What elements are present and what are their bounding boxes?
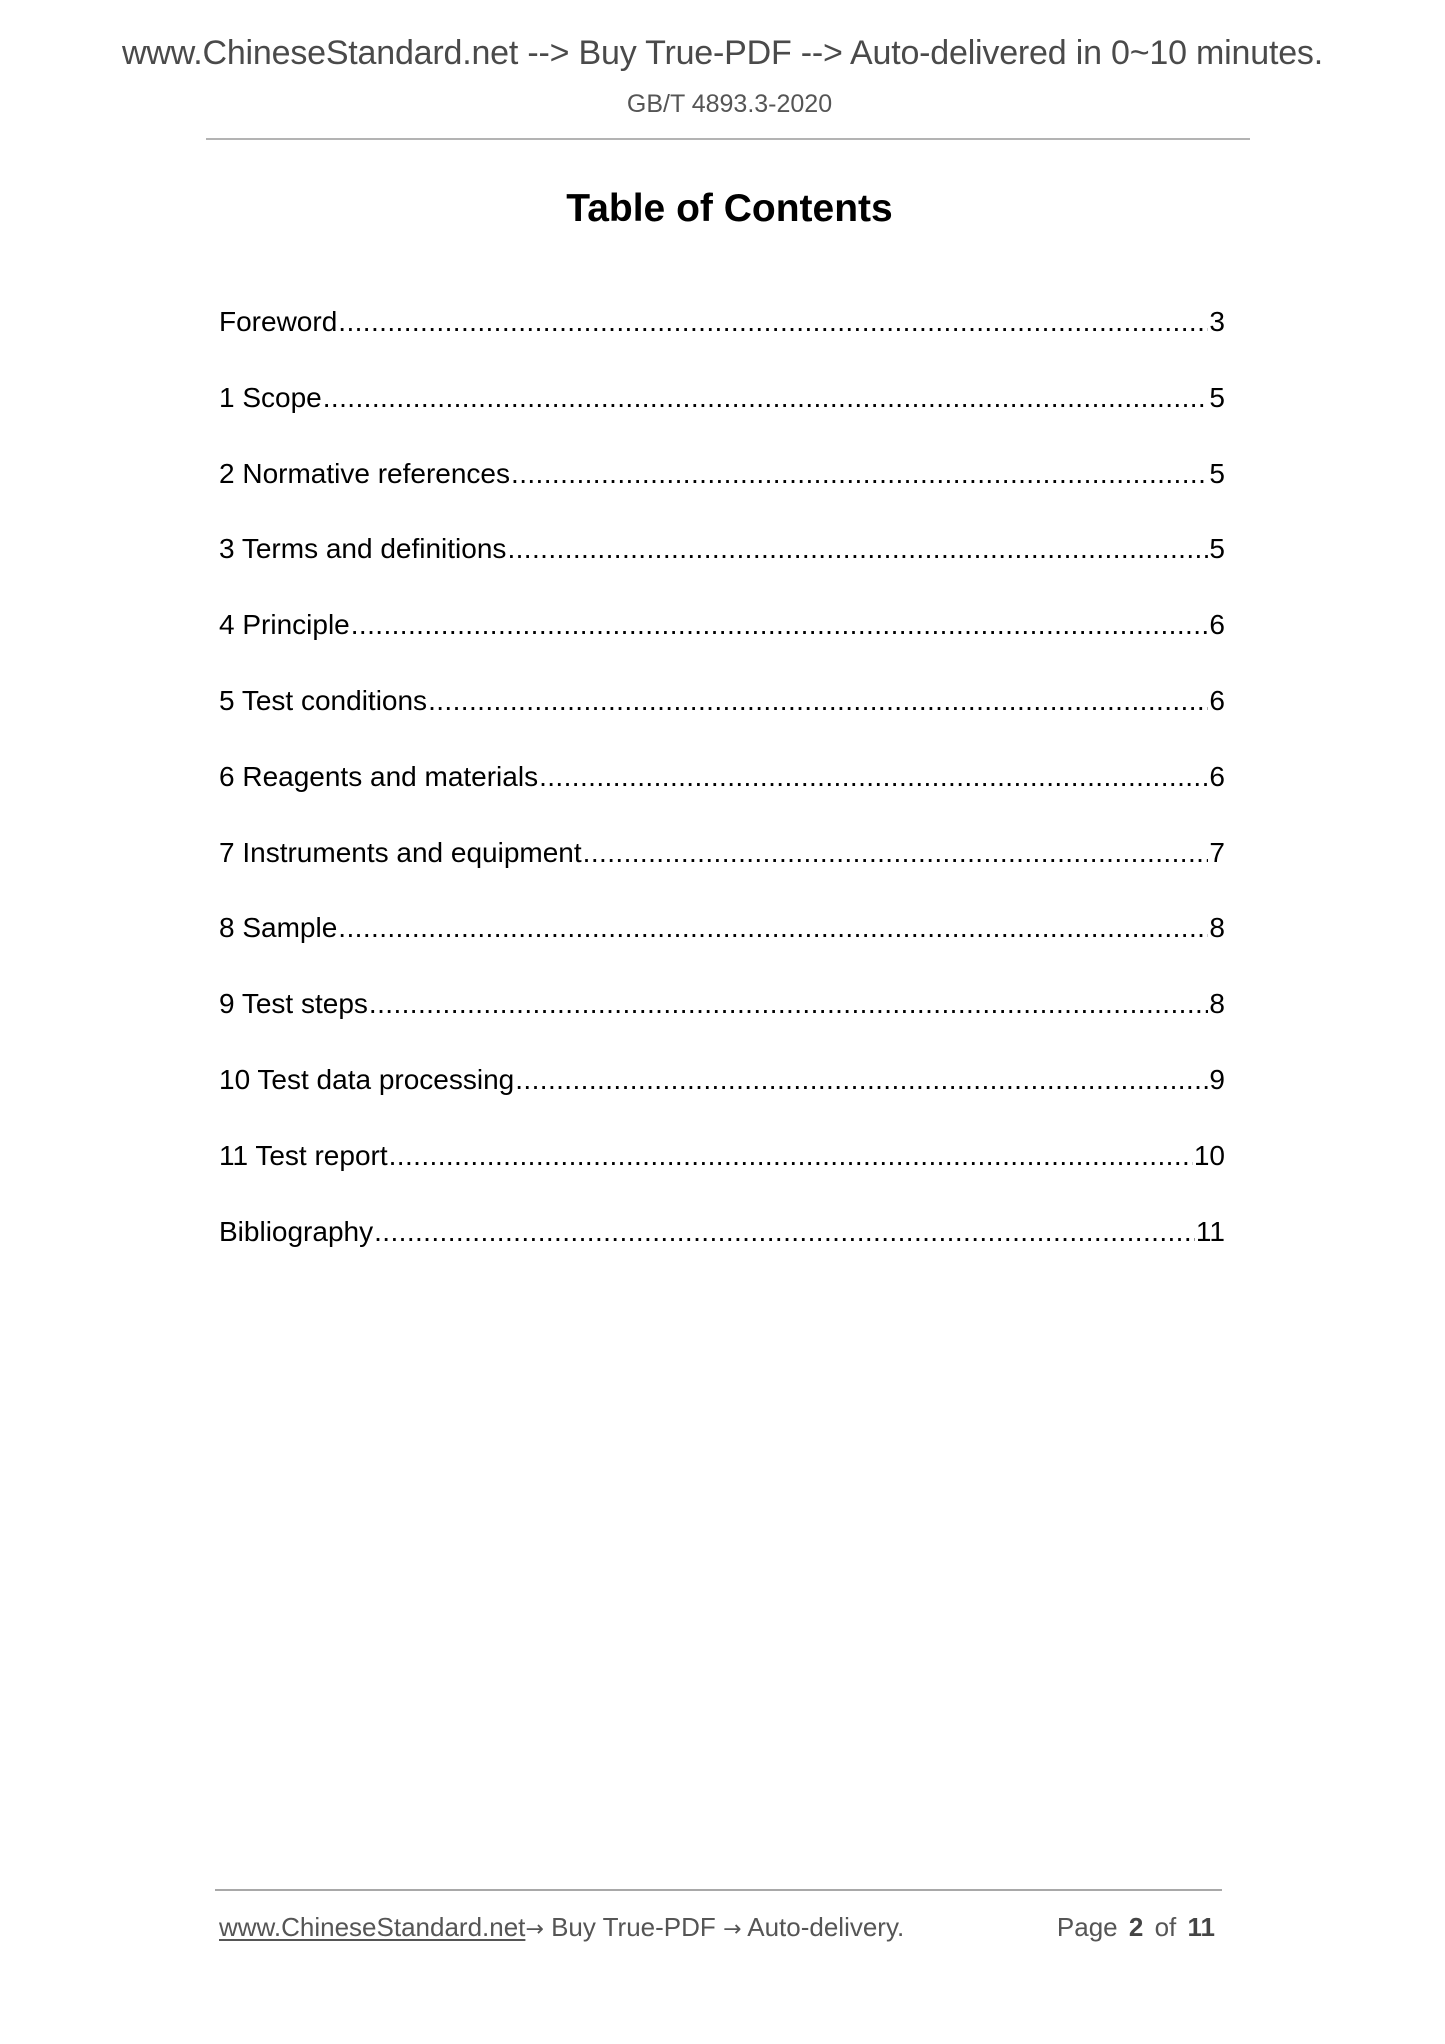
current-page-number: 2: [1128, 1912, 1144, 1942]
dot-leader: [511, 458, 1208, 490]
dot-leader: [338, 306, 1208, 338]
page-title: Table of Contents: [566, 187, 893, 230]
toc-entry-page: 5: [1209, 381, 1225, 413]
toc-entry-instruments-and-equipment[interactable]: [219, 837, 1225, 913]
toc-entry-scope[interactable]: [219, 382, 1225, 458]
dot-leader: [389, 1140, 1193, 1172]
footer-promo: [219, 1912, 904, 1945]
footer-delivery-text: Auto-delivery.: [741, 1912, 905, 1942]
dot-leader: [583, 837, 1209, 869]
dot-leader: [374, 1216, 1195, 1248]
toc-entry-terms-and-definitions[interactable]: [219, 533, 1225, 609]
toc-entry-page: 6: [1209, 609, 1225, 641]
toc-entry-label: 6 Reagents and materials: [219, 760, 539, 792]
toc-entry-reagents-and-materials[interactable]: [219, 761, 1225, 837]
toc-entry-label: 1 Scope: [219, 381, 322, 413]
standard-code: GB/T 4893.3-2020: [626, 90, 833, 118]
dot-leader: [338, 912, 1208, 944]
toc-entry-page: 8: [1209, 912, 1225, 944]
dot-leader: [351, 609, 1209, 641]
page-word: Page: [1056, 1912, 1118, 1942]
toc-entry-label: 3 Terms and definitions: [219, 533, 507, 565]
page-indicator: [1057, 1912, 1215, 1942]
dot-leader: [323, 382, 1209, 414]
toc-entry-label: 2 Normative references: [219, 457, 511, 489]
dot-leader: [539, 761, 1208, 793]
toc-entry-page: 9: [1209, 1063, 1225, 1095]
header-divider: [206, 138, 1250, 140]
toc-entry-test-data-processing[interactable]: [219, 1064, 1225, 1140]
toc-entry-page: 10: [1193, 1139, 1225, 1171]
of-word: of: [1154, 1912, 1177, 1942]
toc-entry-normative-references[interactable]: [219, 458, 1225, 534]
dot-leader: [369, 988, 1209, 1020]
header-banner: www.ChineseStandard.net --> Buy True-PDF --> Auto-delivered in 0~10 minutes.: [122, 34, 1323, 72]
toc-entry-page: 5: [1209, 457, 1225, 489]
toc-entry-page: 3: [1209, 306, 1225, 337]
toc-entry-test-steps[interactable]: [219, 988, 1225, 1064]
dot-leader: [428, 685, 1208, 717]
toc-entry-foreword[interactable]: [219, 306, 1225, 382]
table-of-contents: [219, 306, 1225, 1291]
dot-leader: [507, 533, 1208, 565]
footer-buy-text: Buy True-PDF: [543, 1912, 723, 1942]
toc-entry-test-conditions[interactable]: [219, 685, 1225, 761]
toc-entry-label: 4 Principle: [219, 609, 350, 641]
toc-entry-label: 11 Test report: [219, 1139, 388, 1171]
toc-entry-label: 5 Test conditions: [219, 684, 428, 716]
toc-entry-page: 8: [1209, 988, 1225, 1020]
toc-entry-page: 5: [1209, 533, 1225, 565]
footer-divider: [215, 1889, 1222, 1891]
toc-entry-label: Foreword: [219, 306, 338, 337]
toc-entry-test-report[interactable]: [219, 1140, 1225, 1216]
toc-entry-page: 11: [1195, 1215, 1225, 1247]
toc-entry-bibliography[interactable]: [219, 1216, 1225, 1292]
toc-entry-label: 7 Instruments and equipment: [219, 836, 582, 868]
dot-leader: [515, 1064, 1208, 1096]
toc-entry-page: 6: [1209, 760, 1225, 792]
toc-entry-page: 7: [1209, 836, 1225, 868]
total-pages-number: 11: [1187, 1912, 1215, 1942]
toc-entry-label: 8 Sample: [219, 912, 338, 944]
arrow-right-icon: →: [525, 1917, 544, 1942]
toc-entry-label: 10 Test data processing: [219, 1063, 515, 1095]
toc-entry-label: 9 Test steps: [219, 988, 368, 1020]
arrow-right-icon: →: [723, 1917, 742, 1942]
page-footer: [219, 1912, 1215, 1945]
footer-site-link[interactable]: www.ChineseStandard.net: [219, 1912, 526, 1942]
toc-entry-principle[interactable]: [219, 609, 1225, 685]
toc-entry-label: Bibliography: [219, 1215, 374, 1247]
toc-entry-page: 6: [1209, 684, 1225, 716]
toc-entry-sample[interactable]: [219, 912, 1225, 988]
